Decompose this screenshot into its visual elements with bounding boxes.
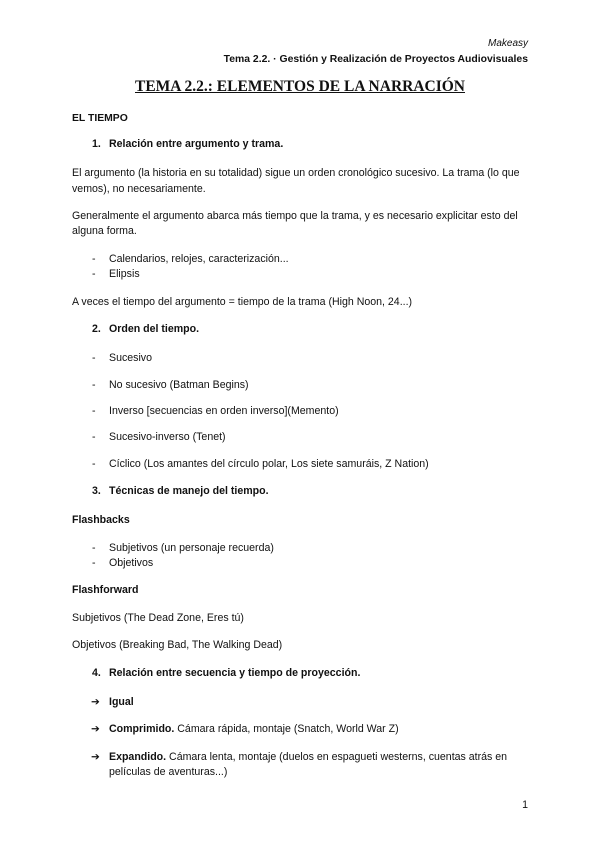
dash-list [72,541,528,572]
list-item: - Subjetivos (un personaje recuerda) [72,541,528,556]
section-number: 2. [92,322,101,335]
list-item [72,722,528,737]
subheading-flashbacks: Flashbacks [72,514,130,527]
list-item [72,695,528,710]
section-1-heading [92,137,528,152]
arrow-icon: ➔ [91,695,100,708]
dash-list [72,252,528,283]
list-item: - Calendarios, relojes, caracterización... [72,252,528,267]
header-brand: Makeasy [487,38,528,49]
item-text: Cámara lenta, montaje (duelos en espagueti westerns, cuentas atrás en películas de aventuras...) [109,750,508,778]
item-label: Comprimido. [109,723,175,736]
list-item: - Sucesivo [72,351,528,366]
list-item: - Cíclico (Los amantes del círculo polar, Los siete samuráis, Z Nation) [72,457,528,472]
section-heading-text: Relación entre argumento y trama. [109,138,284,150]
list-item: - Inverso [secuencias en orden inverso](Memento) [72,404,528,419]
section-label: EL TIEMPO [72,113,128,124]
item-label: Igual [109,695,134,708]
section-heading-text: Relación entre secuencia y tiempo de proyección. [109,666,361,679]
list-item: - Sucesivo-inverso (Tenet) [72,430,528,445]
section-2-heading [92,322,528,337]
paragraph: Objetivos (Breaking Bad, The Walking Dead) [72,639,283,652]
section-number: 3. [92,485,101,498]
arrow-list [72,695,528,780]
list-item: - Objetivos [72,556,528,571]
arrow-icon: ➔ [91,723,100,736]
section-4-heading [92,666,528,681]
list-item: - Elipsis [72,267,528,282]
arrow-icon: ➔ [91,750,100,763]
item-label: Expandido. [109,750,167,763]
section-number: 4. [92,666,101,679]
page-title: TEMA 2.2.: ELEMENTOS DE LA NARRACIÓN [135,78,465,95]
document-body [72,137,528,792]
paragraph: Generalmente el argumento abarca más tiempo que la trama, y es necesario explicitar esto del alguna forma. [72,210,518,238]
section-heading-text: Orden del tiempo. [109,322,200,335]
section-heading-text: Técnicas de manejo del tiempo. [109,485,269,498]
subheading-flashforward: Flashforward [72,584,139,597]
section-number: 1. [92,138,101,150]
list-item [72,750,528,781]
paragraph: El argumento (la historia en su totalidad) sigue un orden cronológico sucesivo. La trama (lo que vemos), no necesariamente. [72,167,520,195]
page-number: 1 [522,799,528,811]
section-3-heading [92,484,528,499]
paragraph: A veces el tiempo del argumento = tiempo de la trama (High Noon, 24...) [72,295,413,308]
dash-list [72,351,528,472]
paragraph: Subjetivos (The Dead Zone, Eres tú) [72,611,244,624]
item-text: Cámara rápida, montaje (Snatch, World War Z) [174,723,399,736]
list-item: - No sucesivo (Batman Begins) [72,378,528,393]
header-topic: Tema 2.2. · Gestión y Realización de Proyectos Audiovisuales [223,54,528,65]
